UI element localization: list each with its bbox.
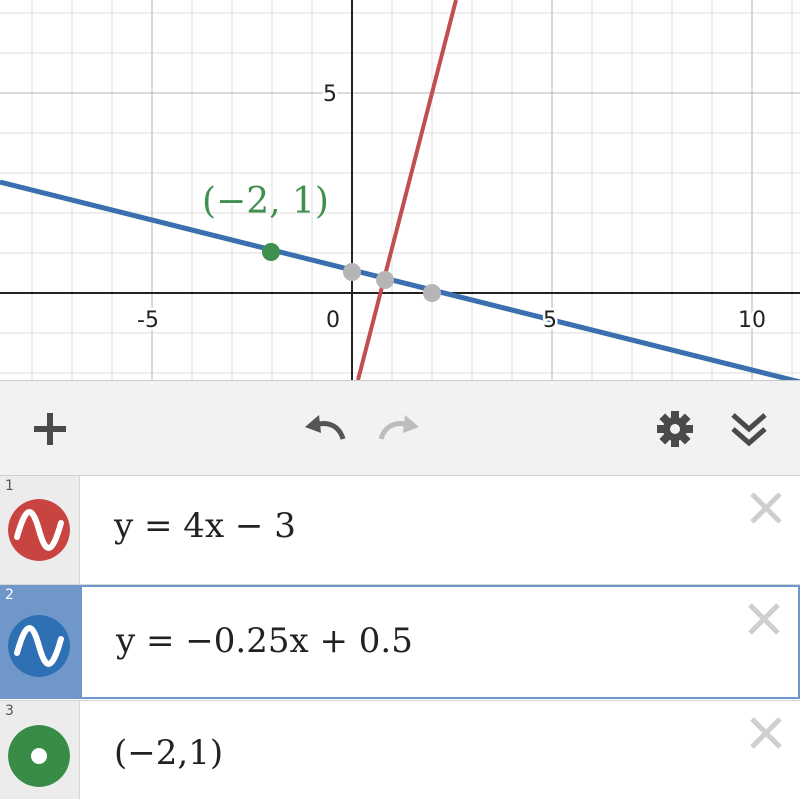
expression-gutter[interactable] <box>0 476 80 584</box>
plotted-point[interactable] <box>262 243 280 261</box>
undo-icon <box>299 409 349 449</box>
major-grid <box>0 0 800 380</box>
point-icon[interactable] <box>8 725 70 787</box>
expression-input[interactable] <box>80 585 800 699</box>
expression-math: (−2,1) <box>114 733 224 773</box>
expression-input[interactable] <box>80 701 800 799</box>
settings-button[interactable] <box>650 381 700 477</box>
y-tick-label: 5 <box>323 82 337 107</box>
close-icon[interactable] <box>746 488 786 528</box>
graph-svg[interactable] <box>0 0 800 380</box>
expression-math: y = −0.25x + 0.5 <box>116 621 413 661</box>
y-intercept-point[interactable] <box>343 263 361 281</box>
graph-canvas[interactable] <box>0 0 800 380</box>
expression-row-1[interactable] <box>0 476 800 584</box>
expression-row-3[interactable] <box>0 701 800 799</box>
gear-icon <box>655 409 695 449</box>
expression-number: 3 <box>5 703 14 719</box>
minor-grid <box>0 0 800 380</box>
x-tick-label: 5 <box>543 308 557 333</box>
row-divider <box>0 700 800 701</box>
double-chevron-down-icon <box>727 409 771 449</box>
wave-icon[interactable] <box>8 615 70 677</box>
redo-icon <box>375 409 425 449</box>
close-icon[interactable] <box>744 599 784 639</box>
expression-gutter[interactable] <box>0 701 80 799</box>
undo-button[interactable] <box>296 381 352 477</box>
expression-number: 2 <box>5 587 14 603</box>
expression-number: 1 <box>5 478 14 494</box>
collapse-list-button[interactable] <box>724 381 774 477</box>
point-label: (−2, 1) <box>202 181 329 222</box>
expression-input[interactable] <box>80 476 800 584</box>
expression-toolbar <box>0 380 800 476</box>
x-tick-label: 10 <box>738 308 766 333</box>
wave-icon[interactable] <box>8 499 70 561</box>
expression-math: y = 4x − 3 <box>114 506 296 546</box>
plus-icon <box>30 409 70 449</box>
x-intercept-point[interactable] <box>423 284 441 302</box>
add-expression-button[interactable] <box>20 381 80 477</box>
x-tick-label: 0 <box>326 308 340 333</box>
expression-list <box>0 476 800 799</box>
redo-button[interactable] <box>372 381 428 477</box>
row-divider <box>0 584 800 585</box>
line-y-4x-3[interactable] <box>358 0 456 380</box>
expression-gutter[interactable] <box>0 585 80 699</box>
intersection-point[interactable] <box>376 271 394 289</box>
close-icon[interactable] <box>746 713 786 753</box>
expression-row-2[interactable] <box>0 585 800 699</box>
x-tick-label: -5 <box>137 308 159 333</box>
